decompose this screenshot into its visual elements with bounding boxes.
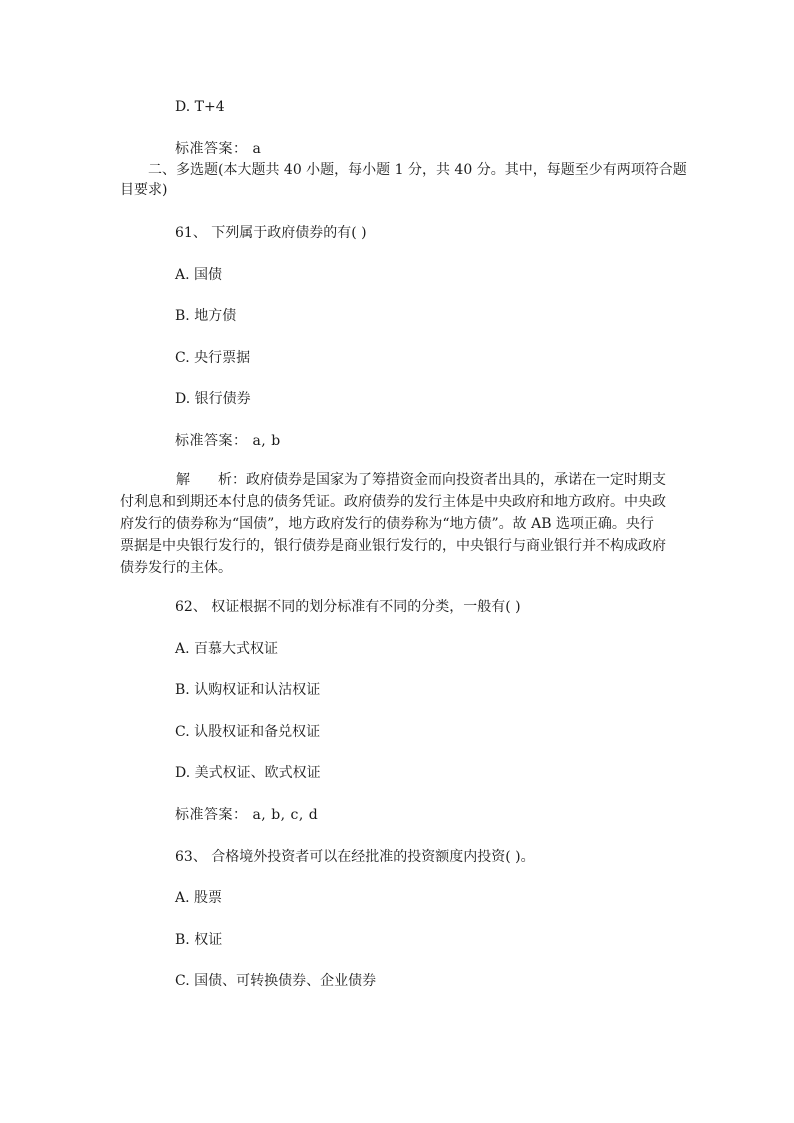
q61-option-d: D. 银行债券: [175, 391, 251, 407]
q62-answer: 标准答案： a, b, c, d: [175, 807, 319, 823]
q62-option-a: A. 百慕大式权证: [175, 641, 279, 657]
section-heading-line1: 二、多选题(本大题共 40 小题，每小题 1 分，共 40 分。其中，每题至少有两项符合题: [148, 162, 687, 178]
q61-analysis-line: 解 析：政府债券是国家为了筹措资金而向投资者出具的，承诺在一定时期支: [176, 472, 666, 488]
q62-option-b: B. 认购权证和认沽权证: [175, 682, 321, 698]
q61-option-b: B. 地方债: [175, 308, 237, 324]
q61-analysis-line: 府发行的债券称为“国债”，地方政府发行的债券称为“地方债”。故 AB 选项正确。央行: [120, 516, 654, 532]
q61-analysis-line: 票据是中央银行发行的，银行债券是商业银行发行的，中央银行与商业银行并不构成政府: [120, 538, 666, 554]
q63-stem: 63、 合格境外投资者可以在经批准的投资额度内投资( )。: [175, 849, 535, 865]
q60-option-d: D. T+4: [175, 99, 225, 115]
q61-analysis-line: 付利息和到期还本付息的债务凭证。政府债券的发行主体是中央政府和地方政府。中央政: [120, 494, 666, 510]
q62-option-c: C. 认股权证和备兑权证: [175, 724, 321, 740]
q61-stem: 61、 下列属于政府债券的有( ): [175, 225, 367, 241]
q63-option-a: A. 股票: [175, 890, 223, 906]
q60-answer: 标准答案： a: [175, 141, 262, 157]
q61-answer: 标准答案： a, b: [175, 433, 281, 449]
q62-option-d: D. 美式权证、欧式权证: [175, 765, 321, 781]
q61-option-c: C. 央行票据: [175, 350, 251, 366]
q63-option-b: B. 权证: [175, 932, 223, 948]
q63-option-c: C. 国债、可转换债券、企业债券: [175, 973, 377, 989]
q61-analysis: [120, 469, 676, 579]
q61-option-a: A. 国债: [175, 267, 223, 283]
q61-analysis-line: 债券发行的主体。: [120, 560, 232, 576]
section-heading-line2: 目要求): [120, 182, 168, 198]
q62-stem: 62、 权证根据不同的划分标准有不同的分类，一般有( ): [175, 599, 521, 615]
